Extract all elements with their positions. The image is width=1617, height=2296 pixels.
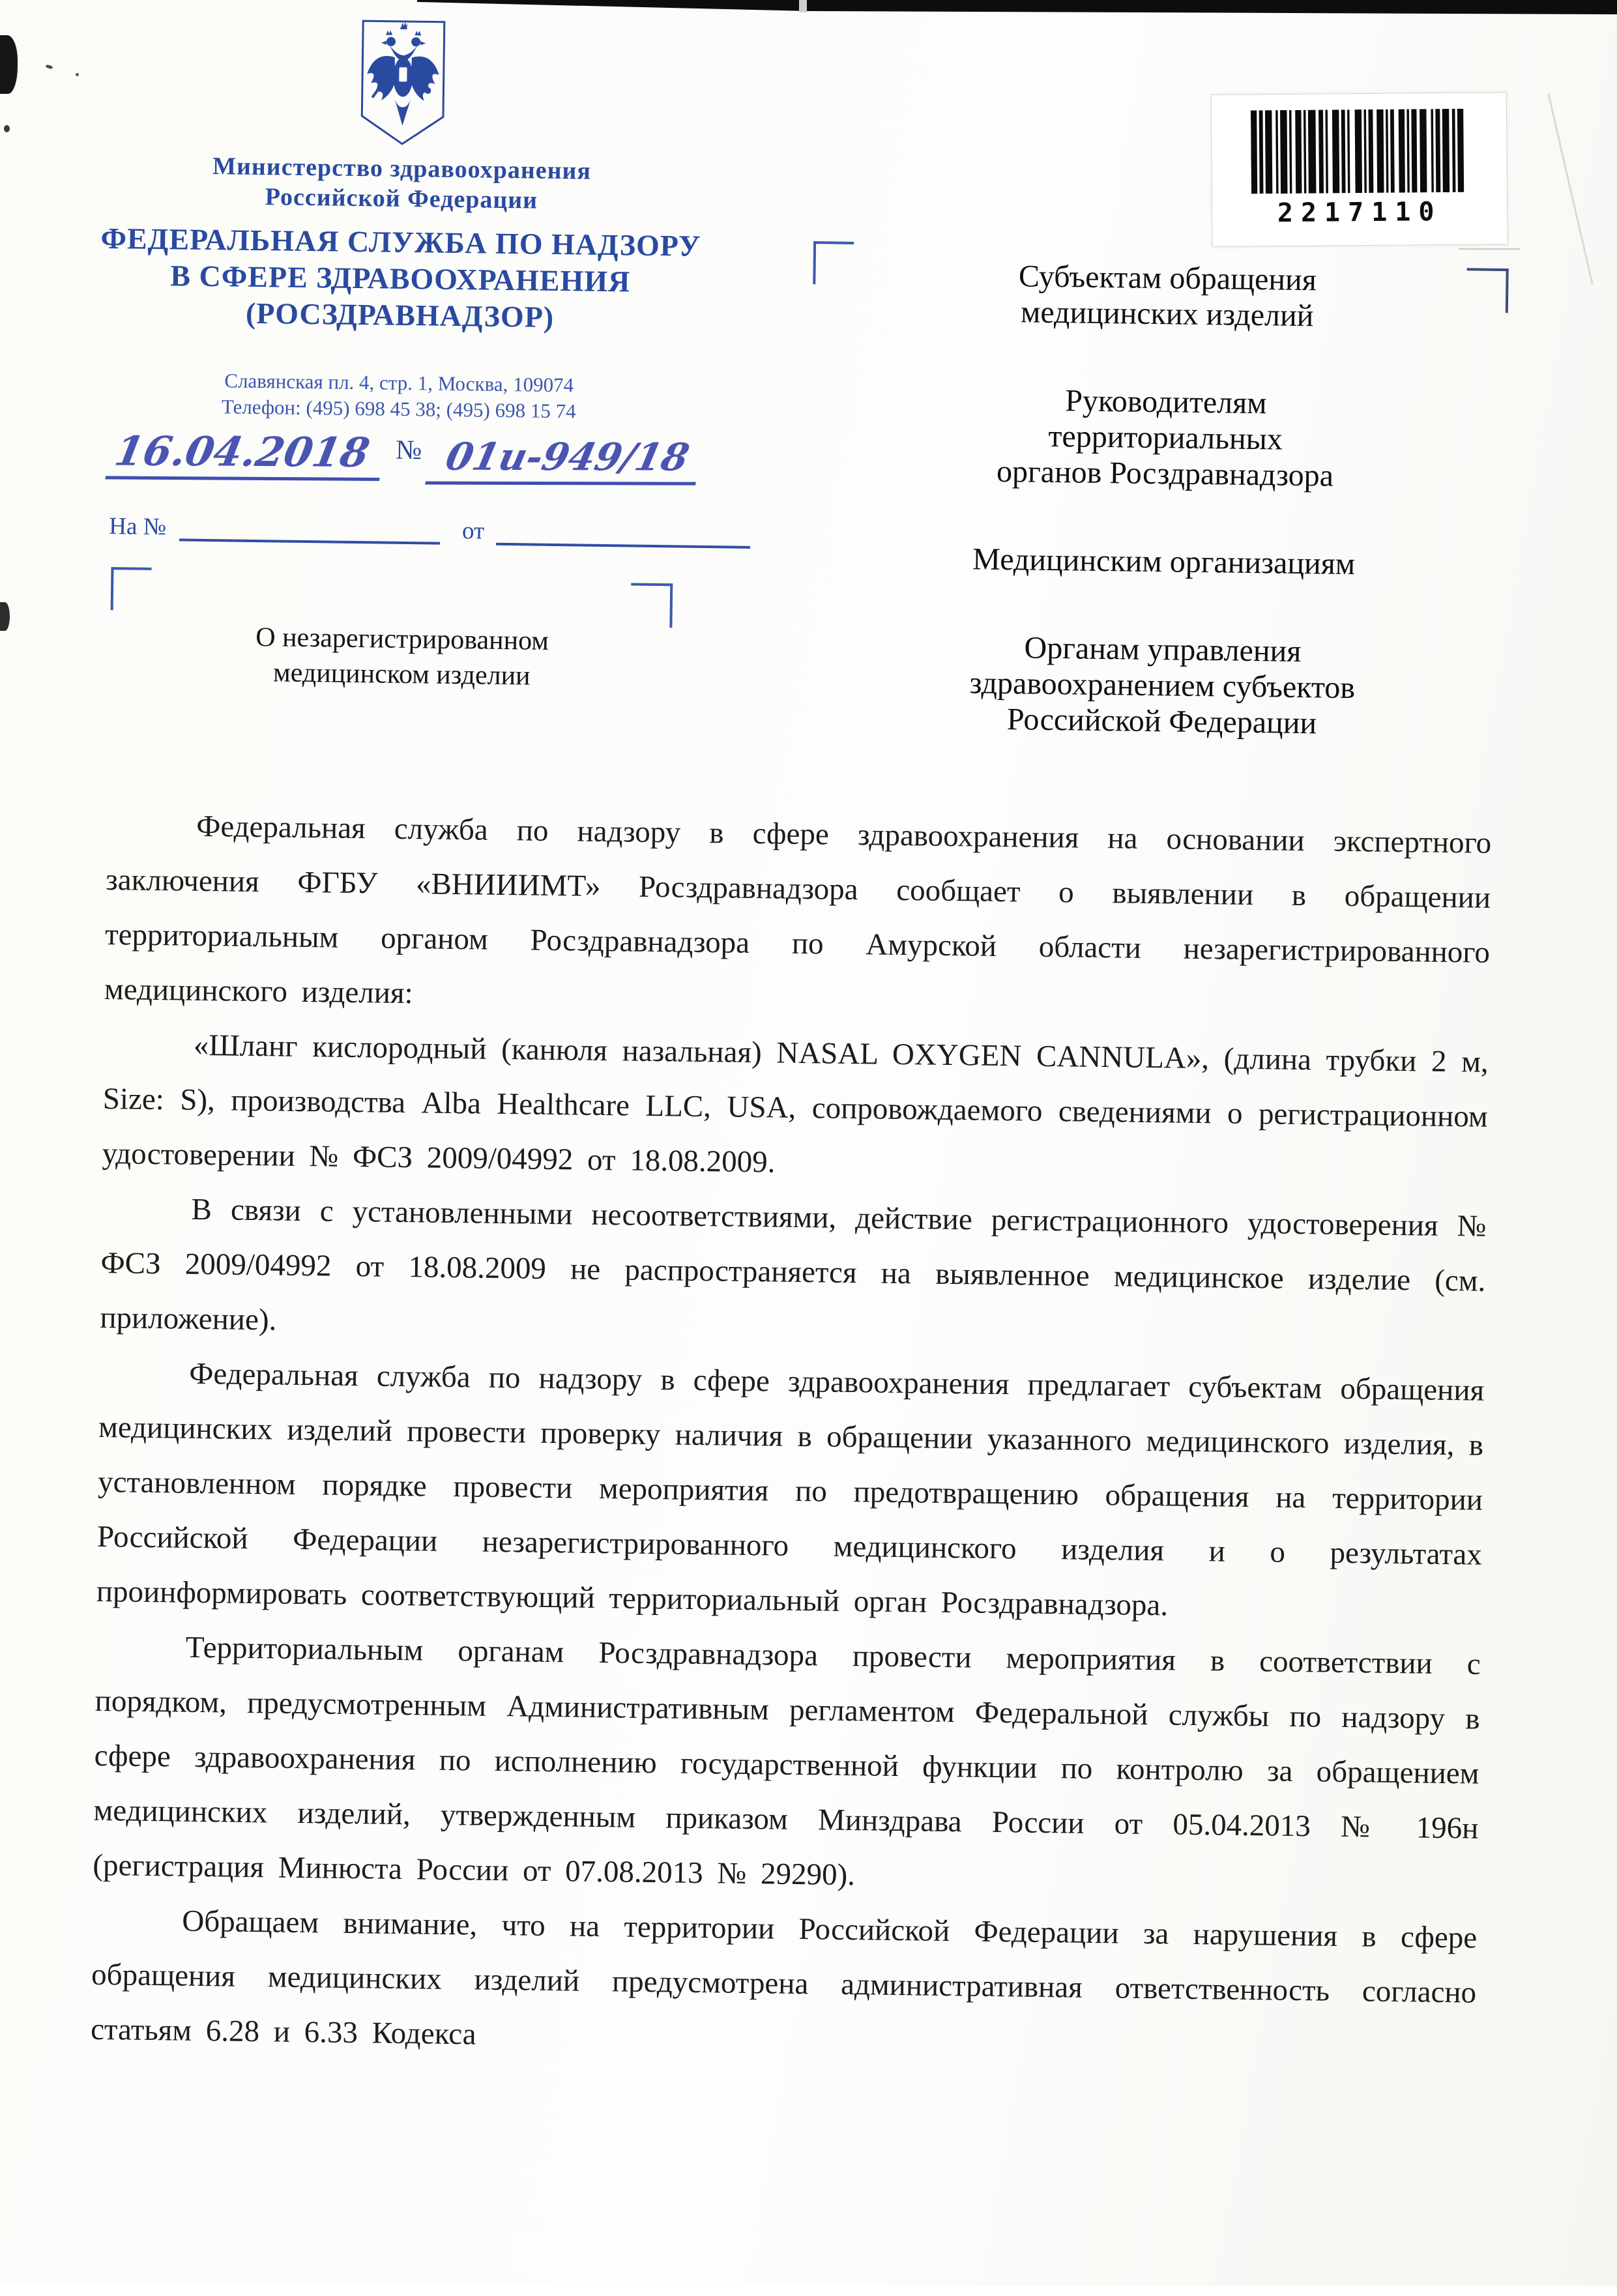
postal-address: Славянская пл. 4, стр. 1, Москва, 109074 — [224, 369, 574, 397]
russia-coat-of-arms-icon — [359, 19, 447, 148]
subject-field-corner-left — [111, 567, 152, 611]
reply-number-blank — [179, 516, 440, 544]
addressee-group-subjects — [838, 256, 1496, 336]
addressee-line: Руководителям — [1064, 383, 1267, 421]
subject-block — [154, 618, 650, 695]
ministry-name-line1: Министерство здравоохранения — [212, 153, 592, 185]
handwritten-date: 16.04.2018 — [105, 428, 388, 481]
scan-artifact-hairline — [1459, 248, 1520, 250]
barcode-number: 2217110 — [1277, 197, 1442, 229]
service-name-line2: В СФЕРЕ ЗДРАВООХРАНЕНИЯ — [170, 259, 631, 298]
reply-date-blank — [496, 521, 750, 549]
corner-line-v — [1506, 269, 1509, 313]
scan-artifact-edge-blob — [0, 35, 18, 94]
reply-reference-row — [109, 512, 826, 549]
body-paragraph: Федеральная служба по надзору в сфере здравоохранения предлагает субъектам обращения медицинских изделий провести проверку наличия в обращении указанного медицинского изделия, в установленном порядке провести мероприятия по предотвращению обращения на территории Российской Федерации незарегистрированного медицинского изделия и о результатах проинформировать соответствующий территориальный орган Росздравнадзора. — [96, 1356, 1485, 1623]
scan-artifact-top-edge — [0, 0, 1617, 17]
barcode — [1251, 109, 1468, 194]
ministry-name-line2: Российской Федерации — [265, 183, 538, 214]
subject-line2: медицинском изделии — [272, 658, 531, 691]
addressee-line: территориальных — [1048, 418, 1283, 457]
body-paragraph: Обращаем внимание, что на территории Российской Федерации за нарушения в сфере обращения медицинских изделий предусмотрена административная ответственность согласно статьям 6.28 и 6.33 Кодекса — [90, 1904, 1478, 2052]
addressee-group-health-authorities — [832, 628, 1492, 744]
handwritten-outgoing-number: 01и-949/18 — [425, 435, 706, 486]
scan-artifact-speck — [76, 73, 79, 76]
addressee-line: органов Росздравнадзора — [996, 454, 1334, 493]
addressee-line: Органам управления — [1024, 630, 1302, 669]
service-name-line3: (РОСЗДРАВНАДЗОР) — [245, 296, 555, 334]
addressee-line: здравоохранением субъектов — [969, 665, 1356, 706]
corner-line-v — [111, 567, 114, 610]
corner-line-v — [669, 583, 673, 628]
subject-line1: О незарегистрированном — [255, 622, 549, 656]
scan-artifact-edge-mark — [0, 602, 10, 631]
barcode-bars — [1251, 109, 1464, 194]
corner-line-h — [631, 583, 673, 587]
reply-from-label: от — [461, 517, 485, 545]
addressee-line: медицинских изделий — [1020, 295, 1314, 334]
body-paragraph: В связи с установленными несоответствиями, действие регистрационного удостоверения № ФСЗ 2009/04992 от 18.08.2009 не распространяется на выявленное медицинское изделие (см. приложение). — [100, 1192, 1487, 1337]
barcode-sticker — [1211, 92, 1508, 247]
corner-line-h — [111, 567, 151, 570]
addressee-line: Российской Федерации — [1006, 702, 1317, 741]
corner-line-h — [813, 241, 854, 244]
corner-line-v — [813, 241, 816, 284]
subject-field-corner-right — [630, 583, 673, 628]
scan-artifact-dot — [4, 125, 10, 132]
addressee-line: Субъектам обращения — [1018, 259, 1317, 298]
letterhead — [93, 16, 710, 426]
addressee-line: Медицинским организациям — [972, 542, 1356, 582]
addressee-group-territorial-heads — [836, 380, 1495, 496]
body-paragraph: Территориальным органам Росздравнадзора провести мероприятия в соответствии с порядком, предусмотренным Административным регламентом Федеральной службы по надзору в сфере здравоохранения по исполнению государственной функции по контролю за обращением медицинских изделий, утвержденным приказом Минздрава России от 05.04.2013 № 196н (регистрация Минюста России от 07.08.2013 № 29290). — [93, 1630, 1481, 1893]
reference-row — [109, 426, 736, 487]
addressee-block — [832, 256, 1497, 796]
body-paragraph: Федеральная служба по надзору в сфере здравоохранения на основании экспертного заключения ФГБУ «ВНИИИМТ» Росздравнадзора сообщает о выявлении в обращении территориальным органом Росздравнадзора по Амурской области незарегистрированного медицинского изделия: — [104, 809, 1492, 1011]
number-sign: № — [395, 435, 422, 466]
addressee-group-medical-orgs — [834, 540, 1493, 584]
phone-numbers: Телефон: (495) 698 45 38; (495) 698 15 74 — [221, 395, 576, 423]
reply-prefix-label: На № — [109, 513, 167, 541]
letter-body — [91, 798, 1492, 2075]
body-paragraph: «Шланг кислородный (канюля назальная) NASAL OXYGEN CANNULA», (длина трубки 2 м, Size: S), производства Alba Healthcare LLC, USA, сопровождаемого сведениями о регистрационном удостоверении № ФСЗ 2009/04992 от 18.08.2009. — [102, 1028, 1489, 1180]
service-name-line1: ФЕДЕРАЛЬНАЯ СЛУЖБА ПО НАДЗОРУ — [100, 221, 701, 263]
